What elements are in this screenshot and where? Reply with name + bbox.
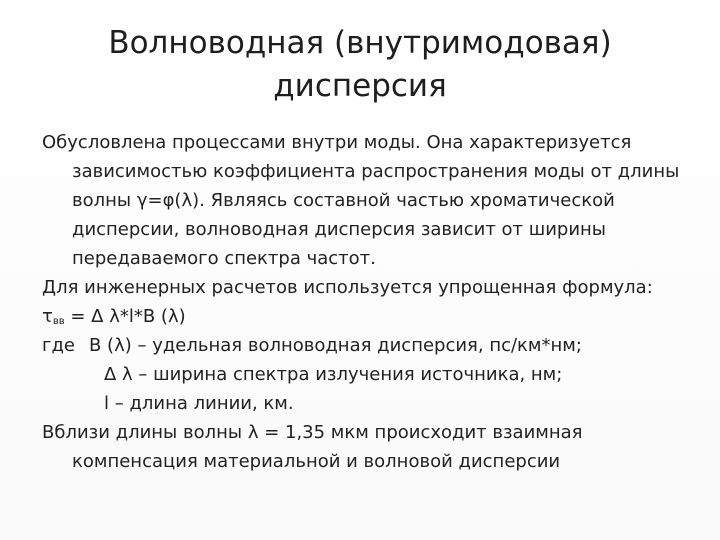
where-definition-2: Δ λ – ширина спектра излучения источника, нм; [104,364,563,385]
title-line-2: дисперсия [273,68,447,104]
formula-expression: = Δ λ*l*B (λ) [64,306,186,327]
formula-tau: τ [42,306,53,327]
paragraph-formula-intro: Для инженерных расчетов используется упрощенная формула: [42,277,653,298]
slide-body [42,128,692,476]
paragraph-compensation: Вблизи длины волны λ = 1,35 мкм происходит взаимная компенсация материальной и волновой дисперсии [42,422,583,472]
formula-subscript: вв [52,316,65,327]
title-line-1: Волноводная (внутримодовая) [108,25,612,61]
slide-title [0,22,720,108]
where-line-1: B (λ) – удельная волноводная дисперсия, пс/км*нм; [88,335,582,356]
paragraph-description: Обусловлена процессами внутри моды. Она характеризуется зависимостью коэффициента распространения моды от длины волны γ=φ(λ). Являясь составной частью хроматической дисперсии, волноводная дисперсия зависит от ширины передаваемого спектра частот. [42,132,680,269]
formula [42,302,692,331]
where-definition-3: l – длина линии, км. [104,393,294,414]
where-definition-1 [42,331,692,360]
where-word: где [42,335,75,356]
